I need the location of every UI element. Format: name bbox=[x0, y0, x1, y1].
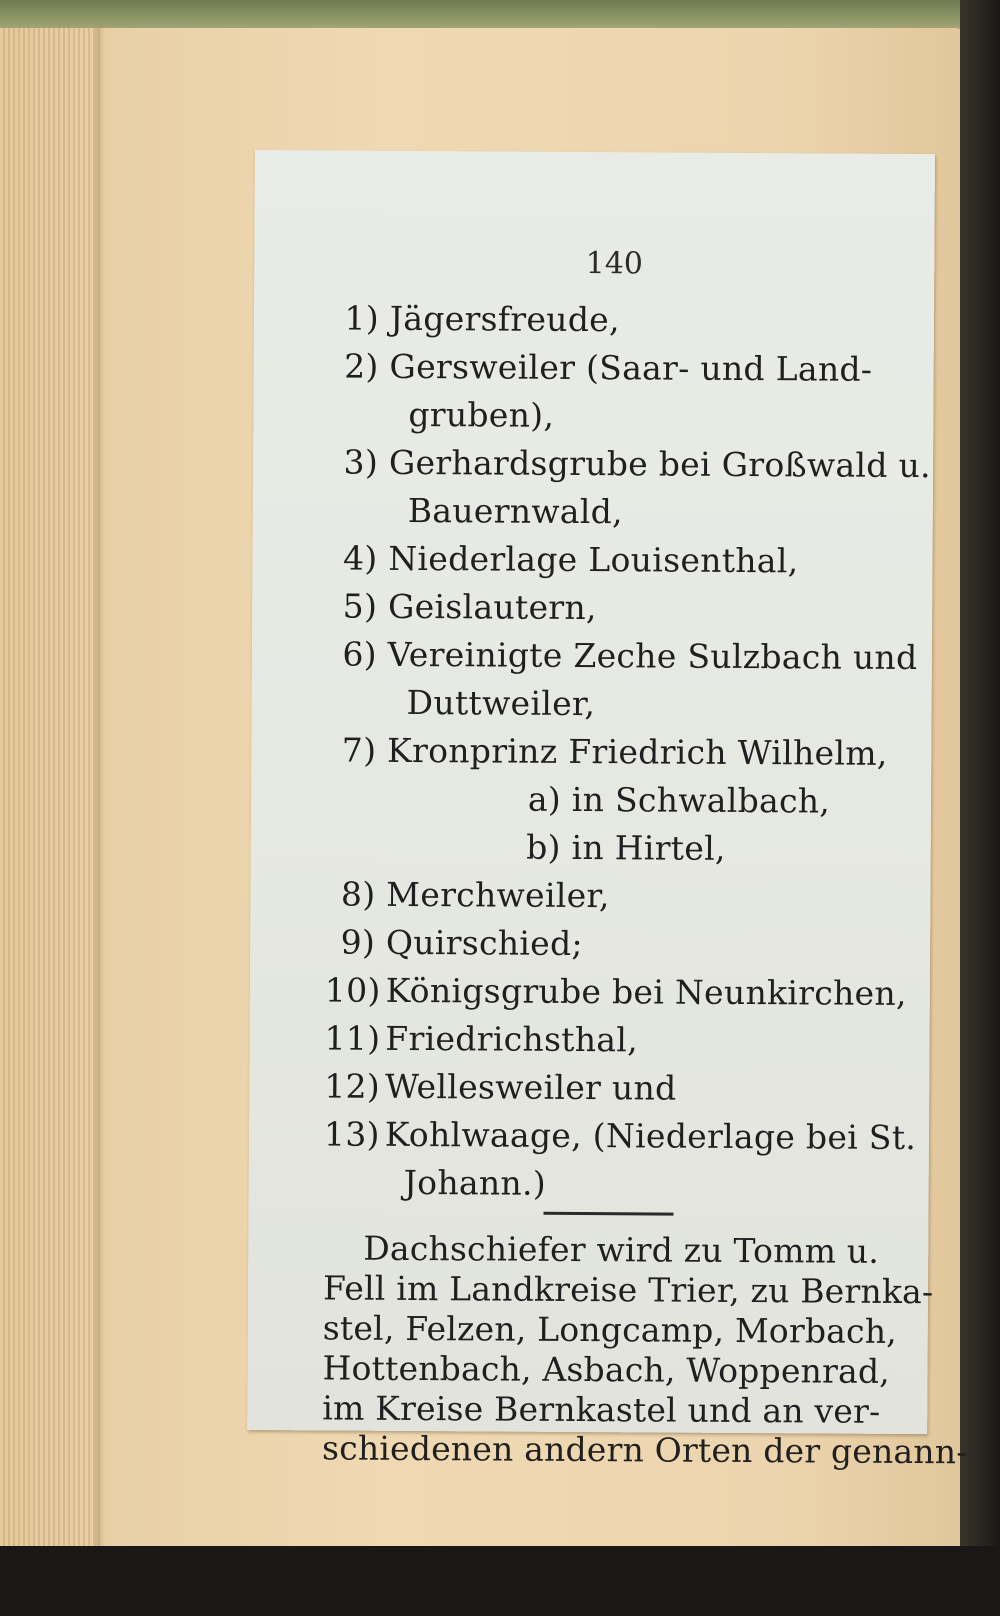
page-number: 140 bbox=[585, 246, 644, 282]
background-right bbox=[960, 0, 1000, 1616]
list-item bbox=[325, 874, 610, 915]
list-item bbox=[326, 730, 888, 772]
list-item-number: 2) bbox=[344, 346, 379, 386]
list-subitem-letter: a) bbox=[527, 779, 562, 819]
list-item bbox=[328, 442, 931, 485]
list-item bbox=[329, 346, 873, 388]
list-item-text: Geislautern, bbox=[387, 586, 597, 628]
paragraph-line: Fell im Landkreise Trier, zu Bernka- bbox=[322, 1268, 934, 1312]
paragraph-line: Dachschiefer wird zu Tomm u. bbox=[363, 1228, 880, 1271]
list-item bbox=[325, 922, 583, 963]
list-item-number: 12) bbox=[324, 1066, 381, 1106]
pasted-paper-slip bbox=[247, 150, 968, 1472]
list-item-text: gruben), bbox=[408, 394, 555, 435]
list-item-text: Merchweiler, bbox=[386, 874, 610, 916]
background-bottom bbox=[0, 1546, 1000, 1616]
list-item-text: Johann.) bbox=[403, 1162, 547, 1203]
list-item bbox=[327, 538, 798, 580]
list-subitem-letter: b) bbox=[526, 827, 561, 867]
list-item-text: Kohlwaage, (Niederlage bei St. bbox=[384, 1114, 917, 1158]
list-subitem-text: in Schwalbach, bbox=[571, 779, 831, 821]
list-item-text: Königsgrube bei Neunkirchen, bbox=[385, 970, 907, 1013]
list-item-continuation bbox=[408, 491, 623, 531]
list-item-text: Duttweiler, bbox=[406, 682, 596, 724]
list-item-continuation bbox=[408, 395, 554, 435]
list-item bbox=[327, 634, 918, 677]
section-divider bbox=[544, 1212, 674, 1216]
paragraph-line: Hottenbach, Asbach, Woppenrad, bbox=[322, 1348, 891, 1391]
list-item-text: Quirschied; bbox=[385, 922, 584, 964]
list-item-text: Gersweiler (Saar- und Land- bbox=[389, 346, 873, 389]
paragraph-line: stel, Felzen, Longcamp, Morbach, bbox=[322, 1308, 898, 1351]
list-item-number: 7) bbox=[341, 730, 377, 770]
list-item bbox=[324, 1018, 638, 1059]
list-item-text: Jägersfreude, bbox=[389, 298, 620, 340]
paragraph-line: im Kreise Bernkastel und an ver- bbox=[322, 1388, 881, 1431]
list-item-number: 10) bbox=[324, 970, 381, 1010]
list-item-text: Friedrichsthal, bbox=[385, 1018, 639, 1060]
list-item bbox=[325, 970, 907, 1013]
paragraph-line: schiedenen andern Orten der genann- bbox=[321, 1428, 968, 1472]
list-item-number: 8) bbox=[340, 874, 376, 914]
list-item-number: 3) bbox=[343, 442, 379, 482]
list-item-number: 1) bbox=[344, 298, 380, 338]
list-item-text: Gerhardsgrube bei Großwald u. bbox=[388, 442, 932, 486]
list-item-number: 9) bbox=[340, 922, 376, 962]
list-subitem-text: in Hirtel, bbox=[571, 827, 726, 868]
list-item-continuation bbox=[407, 683, 596, 723]
list-item-number: 6) bbox=[342, 634, 378, 674]
list-item bbox=[329, 298, 620, 339]
list-item-number: 4) bbox=[342, 538, 378, 578]
list-item-text: Kronprinz Friedrich Wilhelm, bbox=[387, 730, 888, 773]
list-item-continuation bbox=[404, 1163, 547, 1203]
list-item-number: 11) bbox=[324, 1018, 381, 1058]
list-item bbox=[324, 1114, 916, 1157]
list-item-text: Wellesweiler und bbox=[384, 1066, 677, 1108]
list-item bbox=[327, 586, 597, 627]
list-item-text: Vereinigte Zeche Sulzbach und bbox=[387, 634, 918, 678]
list-item bbox=[324, 1066, 676, 1107]
page-stack-edge bbox=[0, 28, 100, 1548]
list-item-text: Niederlage Louisenthal, bbox=[388, 538, 799, 581]
list-subitem bbox=[521, 780, 830, 821]
list-subitem bbox=[521, 828, 726, 868]
page-gutter-shadow bbox=[95, 28, 105, 1548]
list-item-number: 5) bbox=[342, 586, 378, 626]
list-item-number: 13) bbox=[323, 1114, 380, 1154]
list-item-text: Bauernwald, bbox=[407, 490, 624, 532]
